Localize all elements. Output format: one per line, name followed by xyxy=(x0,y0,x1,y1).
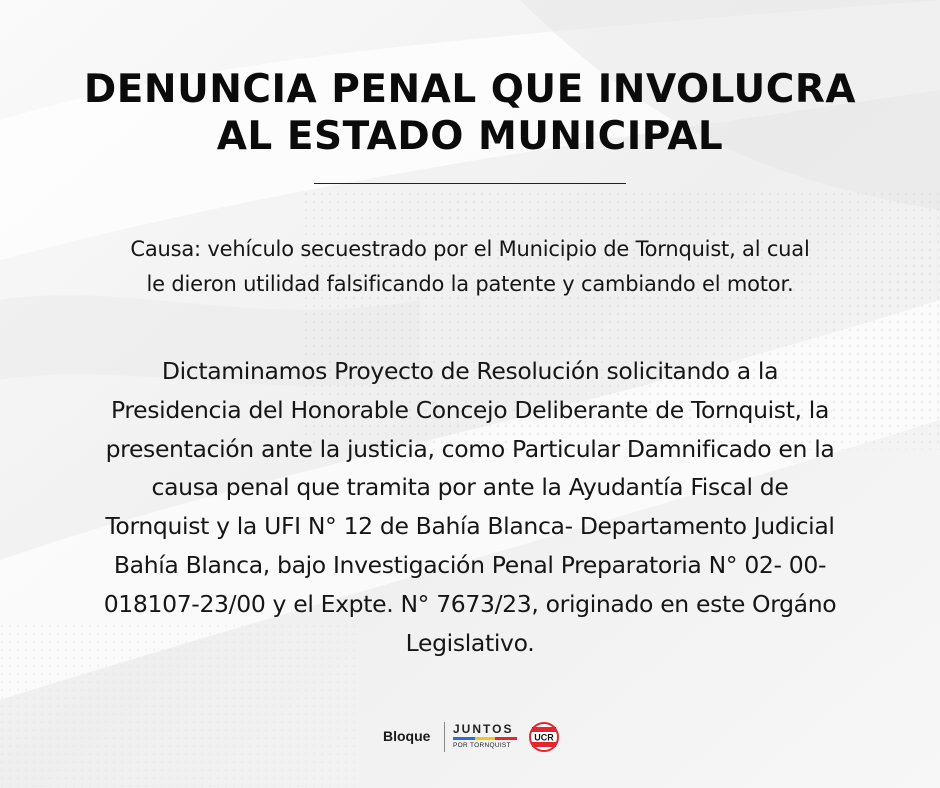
title-line-2: AL ESTADO MUNICIPAL xyxy=(216,114,724,159)
body-paragraph xyxy=(22,352,918,662)
cause-line-2: le dieron utilidad falsificando la patente y cambiando el motor. xyxy=(146,272,794,296)
body-line: causa penal que tramita por ante la Ayudantía Fiscal de xyxy=(151,473,789,502)
page-title xyxy=(40,66,900,160)
por-tornquist-text: POR TORNQUIST xyxy=(453,742,511,749)
body-line: Tornquist y la UFI N° 12 de Bahía Blanca- Departamento Judicial xyxy=(105,512,835,541)
title-line-1: DENUNCIA PENAL QUE INVOLUCRA xyxy=(83,67,857,112)
footer-divider xyxy=(444,722,445,752)
body-line: Dictaminamos Proyecto de Resolución solicitando a la xyxy=(161,357,779,385)
bloque-label: Bloque xyxy=(383,728,431,744)
juntos-logo-text: JUNTOS xyxy=(453,722,514,736)
flag-stripe-icon xyxy=(453,737,517,740)
cause-text xyxy=(40,232,900,302)
title-divider xyxy=(314,183,626,184)
body-line: 018107-23/00 y el Expte. N° 7673/23, originado en este Orgáno xyxy=(103,589,837,618)
body-line: presentación ante la justicia, como Particular Damnificado en la xyxy=(105,434,835,463)
ucr-logo-text: UCR xyxy=(534,732,554,743)
body-line: Presidencia del Honorable Concejo Deliberante de Tornquist, la xyxy=(110,395,830,424)
body-line: Legislativo. xyxy=(405,628,535,657)
footer-logo xyxy=(380,716,560,762)
cause-line-1: Causa: vehículo secuestrado por el Municipio de Tornquist, al cual xyxy=(130,237,810,261)
body-line: Bahía Blanca, bajo Investigación Penal Preparatoria N° 02- 00- xyxy=(113,550,827,579)
ucr-logo-icon xyxy=(529,722,559,752)
